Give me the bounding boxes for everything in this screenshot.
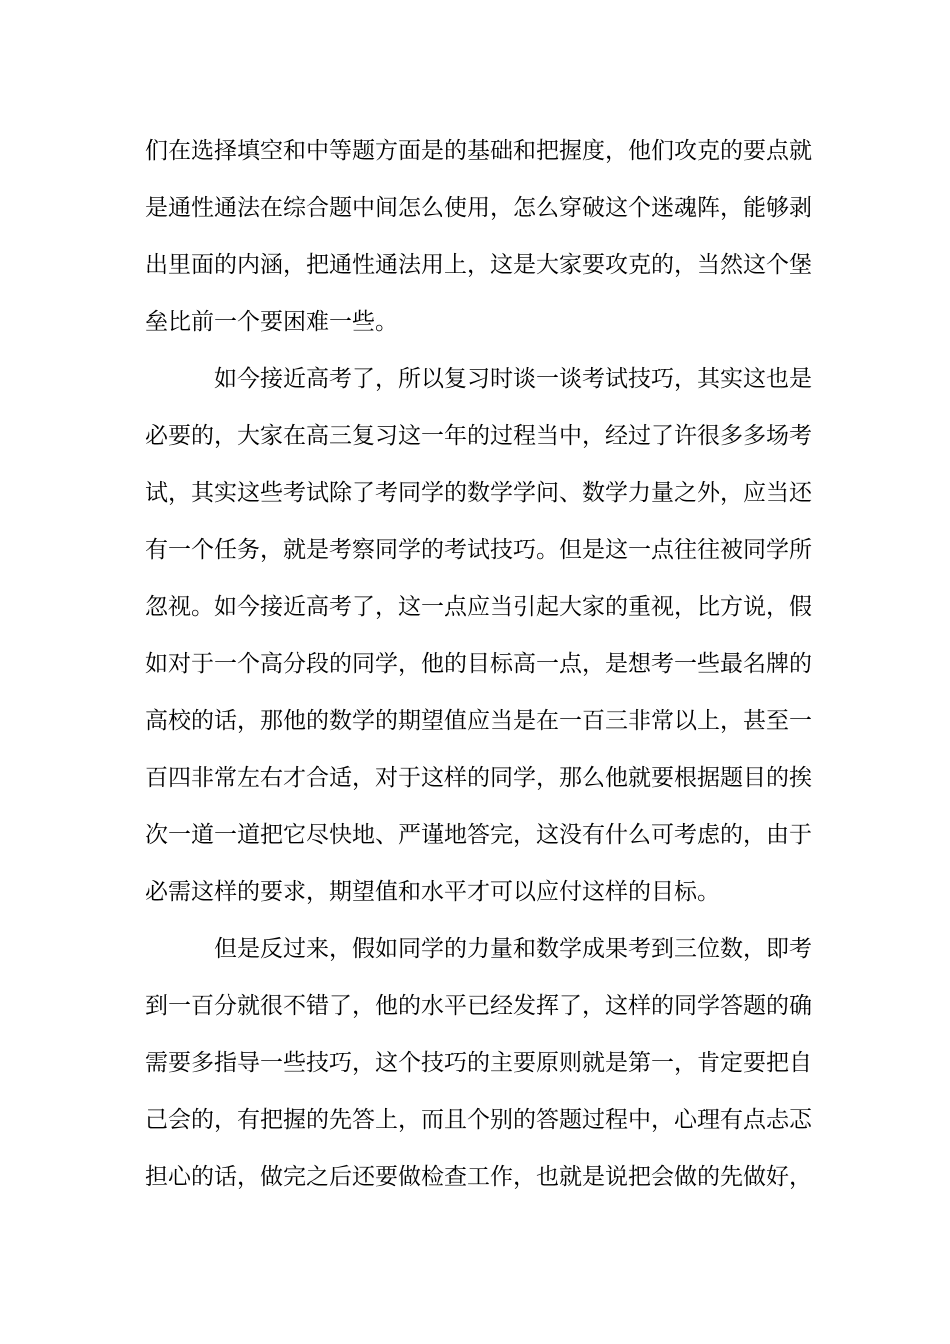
text-line-9: 忽视。如今接近高考了，这一点应当引起大家的重视，比方说，假: [145, 594, 812, 620]
text-line-17: 需要多指导一些技巧，这个技巧的主要原则就是第一，肯定要把自: [145, 1050, 812, 1076]
text-line-1: 们在选择填空和中等题方面是的基础和把握度，他们攻克的要点就: [145, 138, 812, 164]
text-line-7: 试，其实这些考试除了考同学的数学学问、数学力量之外，应当还: [145, 480, 812, 506]
text-line-8: 有一个任务，就是考察同学的考试技巧。但是这一点往往被同学所: [145, 537, 812, 563]
text-line-6: 必要的，大家在高三复习这一年的过程当中，经过了许很多多场考: [145, 423, 812, 449]
text-line-12: 百四非常左右才合适，对于这样的同学，那么他就要根据题目的挨: [145, 765, 812, 791]
text-line-2: 是通性通法在综合题中间怎么使用，怎么穿破这个迷魂阵，能够剥: [145, 195, 812, 221]
text-line-11: 高校的话，那他的数学的期望值应当是在一百三非常以上，甚至一: [145, 708, 812, 734]
text-line-4: 垒比前一个要困难一些。: [145, 309, 398, 335]
text-line-3: 出里面的内涵，把通性通法用上，这是大家要攻克的，当然这个堡: [145, 252, 812, 278]
text-line-16: 到一百分就很不错了，他的水平已经发挥了，这样的同学答题的确: [145, 993, 812, 1019]
text-line-13: 次一道一道把它尽快地、严谨地答完，这没有什么可考虑的，由于: [145, 822, 812, 848]
text-line-19: 担心的话，做完之后还要做检查工作，也就是说把会做的先做好，: [145, 1164, 812, 1190]
text-line-15: 但是反过来，假如同学的力量和数学成果考到三位数，即考: [214, 936, 812, 962]
text-line-14: 必需这样的要求，期望值和水平才可以应付这样的目标。: [145, 879, 720, 905]
text-line-10: 如对于一个高分段的同学，他的目标高一点，是想考一些最名牌的: [145, 651, 812, 677]
text-line-5: 如今接近高考了，所以复习时谈一谈考试技巧，其实这也是: [214, 366, 812, 392]
text-line-18: 己会的，有把握的先答上，而且个别的答题过程中，心理有点忐忑: [145, 1107, 812, 1133]
